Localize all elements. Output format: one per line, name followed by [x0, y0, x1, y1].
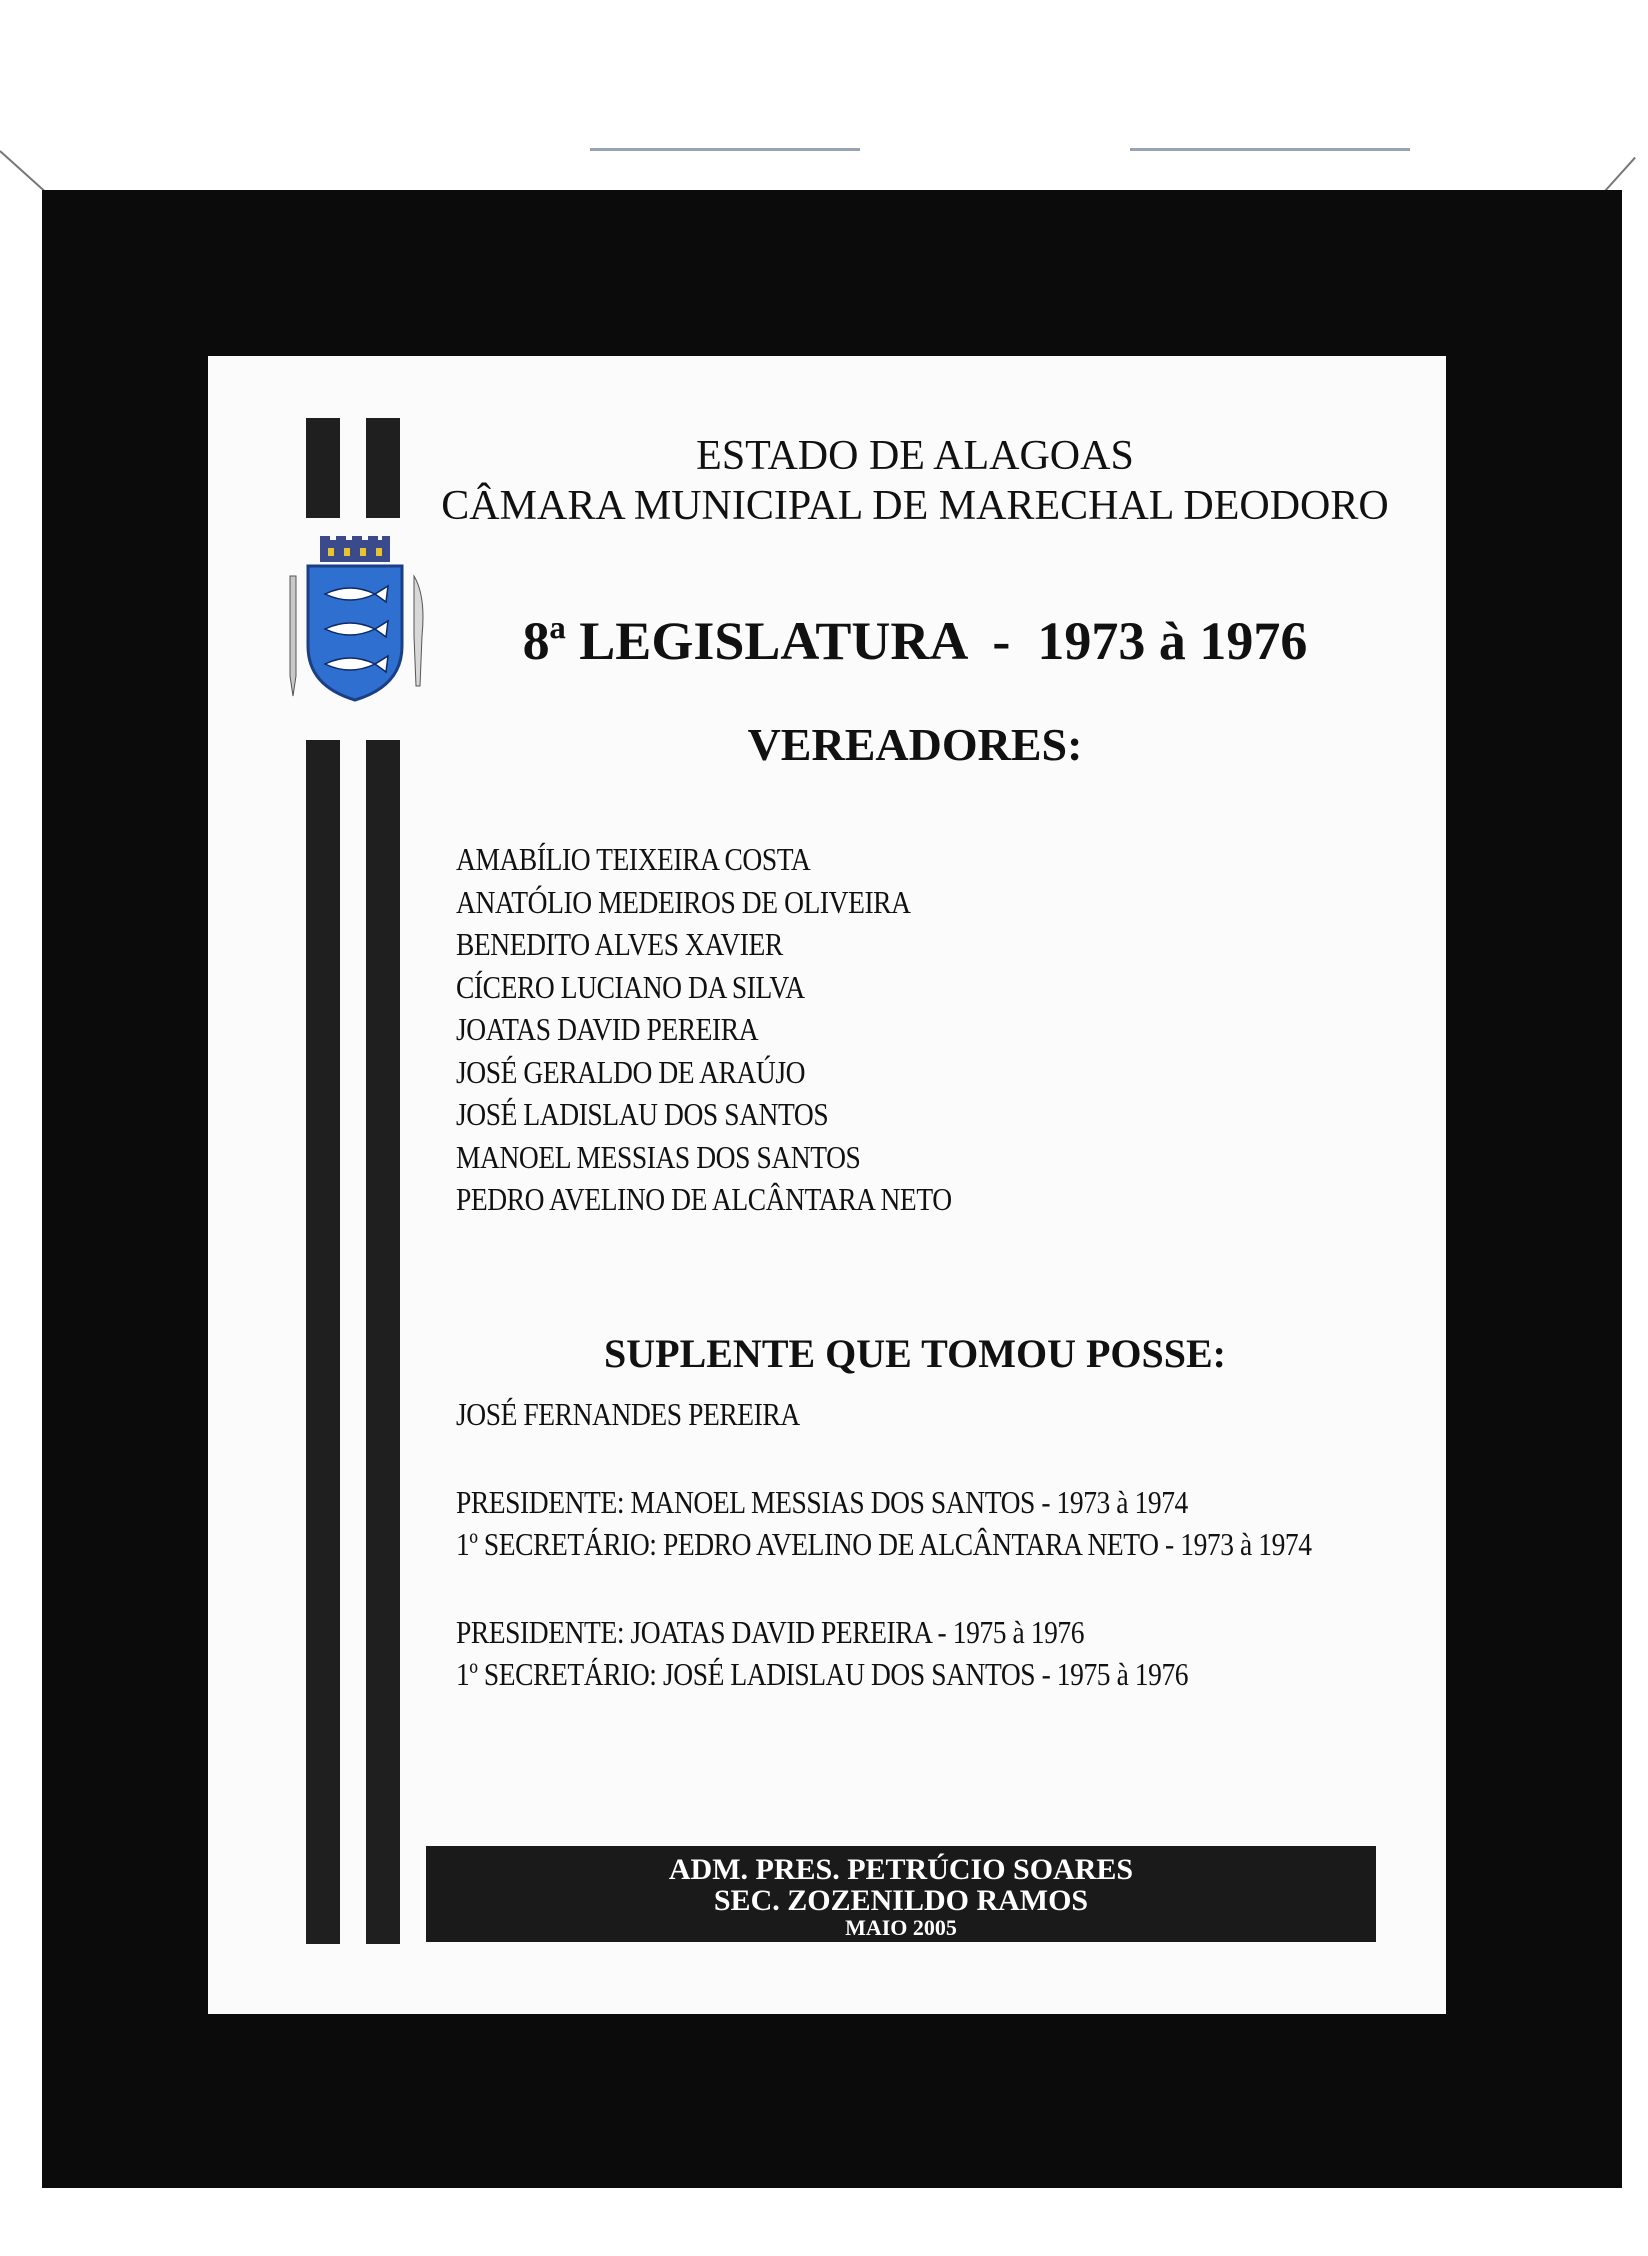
decorative-bar [366, 418, 400, 518]
substitute-name: JOSÉ FERNANDES PEREIRA [456, 1396, 800, 1432]
president-1973: PRESIDENTE: MANOEL MESSIAS DOS SANTOS - 1973 à 1974 [456, 1484, 1188, 1520]
president-1975: PRESIDENTE: JOATAS DAVID PEREIRA - 1975 à 1976 [456, 1614, 1085, 1650]
state-title: ESTADO DE ALAGOAS [696, 433, 1134, 479]
list-item: ANATÓLIO MEDEIROS DE OLIVEIRA [456, 883, 911, 920]
decorative-bar [306, 418, 340, 518]
list-item: AMABÍLIO TEIXEIRA COSTA [456, 841, 811, 877]
footer-date: MAIO 2005 [845, 1915, 957, 1940]
corner-line [0, 150, 45, 192]
list-item: MANOEL MESSIAS DOS SANTOS [456, 1138, 861, 1175]
decorative-bar [306, 740, 340, 1944]
footer-secretary: SEC. ZOZENILDO RAMOS [713, 1884, 1089, 1917]
footer-band [426, 1846, 1376, 1942]
list-item: CÍCERO LUCIANO DA SILVA [456, 968, 805, 1005]
list-item: BENEDITO ALVES XAVIER [456, 926, 783, 962]
list-item: JOSÉ LADISLAU DOS SANTOS [456, 1096, 829, 1132]
substitute-heading: SUPLENTE QUE TOMOU POSSE: [604, 1331, 1226, 1376]
list-item: JOATAS DAVID PEREIRA [456, 1011, 759, 1047]
footer-administration: ADM. PRES. PETRÚCIO SOARES [668, 1853, 1134, 1886]
councillors-list [456, 838, 1032, 1221]
councillors-heading: VEREADORES: [747, 719, 1083, 770]
secretary-1973: 1º SECRETÁRIO: PEDRO AVELINO DE ALCÂNTARA NETO - 1973 à 1974 [456, 1526, 1312, 1562]
chamber-title: CÂMARA MUNICIPAL DE MARECHAL DEODORO [441, 483, 1389, 529]
list-item: PEDRO AVELINO DE ALCÂNTARA NETO [456, 1181, 952, 1217]
secretary-1975: 1º SECRETÁRIO: JOSÉ LADISLAU DOS SANTOS - 1975 à 1976 [456, 1656, 1189, 1692]
legislature-title: 8ª LEGISLATURA - 1973 à 1976 [522, 611, 1308, 671]
corner-line [1604, 157, 1636, 192]
list-item: JOSÉ GERALDO DE ARAÚJO [456, 1053, 806, 1090]
decorative-bar [366, 740, 400, 1944]
